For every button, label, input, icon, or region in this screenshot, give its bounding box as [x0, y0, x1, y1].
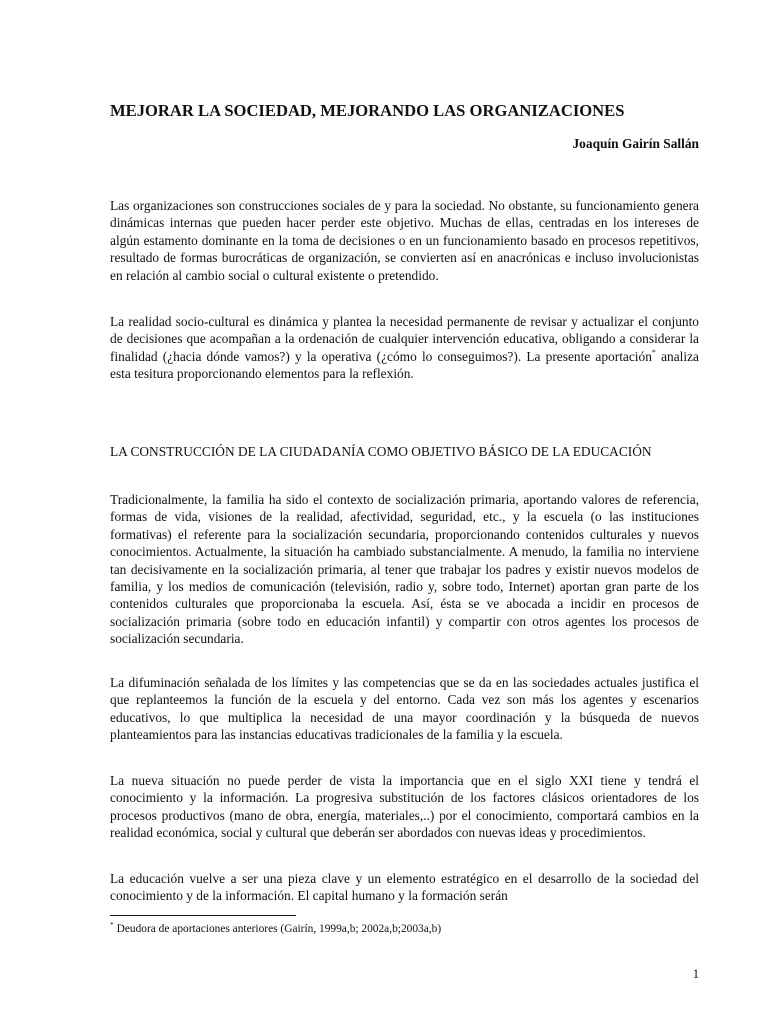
footnote-text: Deudora de aportaciones anteriores (Gairín, 1999a,b; 2002a,b;2003a,b): [113, 923, 442, 935]
section-paragraph-1: Tradicionalmente, la familia ha sido el contexto de socialización primaria, aportando valores de referencia, formas de vida, visiones de la realidad, afectividad, seguridad, etc., y la escuela (o las instituciones formativas) el referente para la socialización secundaria, proporcionando contenidos culturales y nuevos conocimientos. Actualmente, la situación ha cambiado substancialmente. A menudo, la familia no interviene tan decisivamente en la socialización primaria, al tener que trabajar los padres y existir nuevos modelos de familia, y los medios de comunicación (televisión, radio y, sobre todo, Internet) aportan gran parte de los contenidos culturales que proporcionaba la escuela. Así, ésta se ve abocada a incidir en procesos de socialización primaria (sobre todo en educación infantil) y compartir con otros agentes los procesos de socialización secundaria.: [110, 492, 699, 647]
page-number: 1: [692, 967, 699, 981]
document-page: [110, 0, 699, 1024]
footnote-mark: *: [110, 920, 114, 929]
paragraph-text-continued: analiza esta tesitura proporcionando elementos para la reflexión.: [110, 348, 699, 382]
section-paragraph-2: La difuminación señalada de los límites y las competencias que se da en las sociedades actuales justifica el que replanteemos la función de la escuela y del entorno. Cada vez son más los agentes y escenarios educativos, lo que multiplica la necesidad de una mayor coordinación y la búsqueda de nuevos planteamientos para las instancias educativas tradicionales de la familia y la escuela.: [110, 675, 699, 743]
footnote-separator: [110, 915, 296, 916]
footnote-reference: *: [651, 347, 656, 357]
section-paragraph-3: La nueva situación no puede perder de vista la importancia que en el siglo XXI tiene y tendrá el conocimiento y la información. La progresiva substitución de los factores clásicos orientadores de los procesos productivos (mano de obra, energía, materiales,..) por el conocimiento, comportará cambios en la realidad económica, social y cultural que deberán ser abordados con nuevas ideas y procedimientos.: [110, 773, 699, 841]
footnote: [110, 922, 441, 936]
intro-paragraph-2: [110, 313, 699, 383]
paragraph-text: La realidad socio-cultural es dinámica y plantea la necesidad permanente de revisar y actualizar el conjunto de decisiones que acompañan a la ordenación de cualquier intervención educativa, obligando a considerar la finalidad (¿hacia dónde vamos?) y la operativa (¿cómo lo conseguimos?). La presente aportación: [110, 314, 699, 364]
intro-paragraph-1: Las organizaciones son construcciones sociales de y para la sociedad. No obstante, su funcionamiento genera dinámicas internas que pueden hacer perder este objetivo. Muchas de ellas, centradas en los intereses de algún estamento dominante en la toma de decisiones o en un funcionamiento basado en procesos repetitivos, resultado de formas burocráticas de organización, se convierten así en anacrónicas e incluso involucionistas en relación al cambio social o cultural existente o pretendido.: [110, 198, 699, 283]
section-paragraph-4: La educación vuelve a ser una pieza clave y un elemento estratégico en el desarrollo de la sociedad del conocimiento y de la información. El capital humano y la formación serán: [110, 871, 699, 904]
section-heading: LA CONSTRUCCIÓN DE LA CIUDADANÍA COMO OBJETIVO BÁSICO DE LA EDUCACIÓN: [110, 444, 652, 459]
document-title: MEJORAR LA SOCIEDAD, MEJORANDO LAS ORGANIZACIONES: [110, 101, 625, 120]
author-name: Joaquín Gairín Sallán: [572, 136, 699, 151]
